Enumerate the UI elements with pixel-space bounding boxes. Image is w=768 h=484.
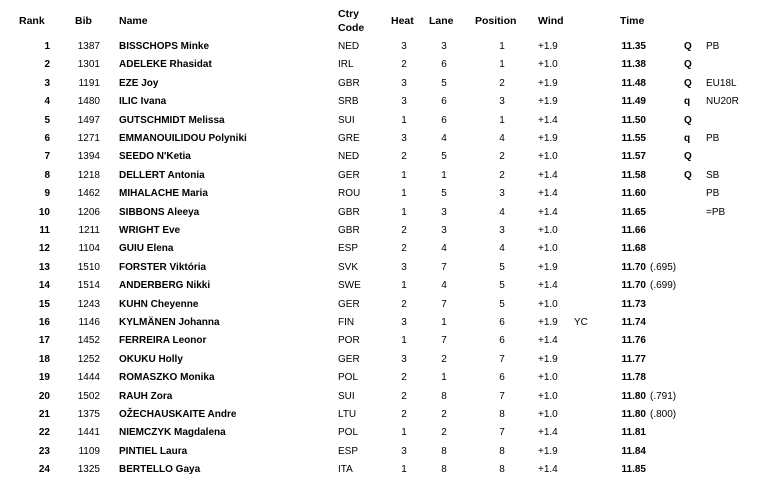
time-cell: 11.76 bbox=[621, 335, 646, 347]
bib-cell: 1502 bbox=[77, 390, 100, 402]
bib-cell: 1206 bbox=[77, 206, 100, 218]
heat-cell: 3 bbox=[401, 77, 407, 89]
athlete-name: OKUKU Holly bbox=[119, 353, 183, 365]
wind-cell: +1.0 bbox=[538, 151, 558, 163]
card-flag: YC bbox=[574, 317, 588, 328]
bib-cell: 1211 bbox=[78, 225, 100, 236]
heat-cell: 1 bbox=[401, 114, 407, 126]
wind-cell: +1.4 bbox=[538, 114, 558, 126]
lane-cell: 7 bbox=[441, 335, 447, 347]
wind-cell: +1.4 bbox=[538, 464, 558, 476]
rank-cell: 20 bbox=[38, 390, 50, 402]
rank-cell: 4 bbox=[44, 96, 50, 108]
country-code: FIN bbox=[338, 317, 355, 328]
athlete-name: MIHALACHE Maria bbox=[119, 188, 208, 200]
wind-cell: +1.0 bbox=[538, 409, 558, 420]
lane-cell: 4 bbox=[441, 243, 447, 255]
table-row bbox=[0, 351, 768, 369]
header-bib: Bib bbox=[75, 15, 92, 27]
rank-cell: 18 bbox=[38, 353, 50, 365]
bib-cell: 1252 bbox=[77, 353, 100, 365]
wind-cell: +1.4 bbox=[538, 188, 558, 200]
table-row bbox=[0, 332, 768, 350]
record-note: NU20R bbox=[706, 96, 739, 108]
athlete-name: ANDERBERG Nikki bbox=[119, 280, 211, 292]
table-row bbox=[0, 93, 768, 111]
table-row bbox=[0, 38, 768, 56]
header-ctry-code: Code bbox=[338, 22, 365, 34]
heat-cell: 2 bbox=[401, 59, 407, 71]
country-code: GRE bbox=[338, 133, 360, 144]
country-code: GBR bbox=[338, 206, 360, 218]
wind-cell: +1.9 bbox=[538, 445, 558, 457]
lane-cell: 6 bbox=[441, 96, 447, 108]
position-cell: 6 bbox=[499, 317, 505, 328]
country-code: SVK bbox=[338, 261, 359, 273]
qualification-mark: q bbox=[684, 96, 691, 108]
table-row bbox=[0, 369, 768, 387]
header-lane: Lane bbox=[429, 15, 454, 27]
bib-cell: 1480 bbox=[77, 96, 100, 108]
rank-cell: 16 bbox=[38, 317, 50, 328]
athlete-name: KYLMÄNEN Johanna bbox=[119, 317, 220, 328]
time-cell: 11.55 bbox=[621, 133, 646, 144]
bib-cell: 1462 bbox=[77, 188, 100, 200]
bib-cell: 1514 bbox=[77, 280, 100, 292]
rank-cell: 11 bbox=[39, 225, 50, 236]
header-time: Time bbox=[620, 15, 645, 27]
athlete-name: BERTELLO Gaya bbox=[119, 464, 201, 476]
rank-cell: 22 bbox=[38, 427, 50, 439]
wind-cell: +1.4 bbox=[538, 206, 558, 218]
position-cell: 3 bbox=[499, 225, 505, 236]
time-cell: 11.81 bbox=[621, 427, 646, 439]
athlete-name: BISSCHOPS Minke bbox=[119, 41, 210, 52]
lane-cell: 5 bbox=[441, 151, 447, 163]
wind-cell: +1.0 bbox=[538, 59, 558, 71]
bib-cell: 1394 bbox=[77, 151, 100, 163]
athlete-name: KUHN Cheyenne bbox=[119, 298, 199, 310]
time-cell: 11.68 bbox=[621, 243, 646, 255]
bib-cell: 1191 bbox=[78, 77, 100, 89]
record-note: PB bbox=[706, 41, 720, 52]
position-cell: 1 bbox=[499, 114, 505, 126]
athlete-name: FERREIRA Leonor bbox=[119, 335, 207, 347]
time-cell: 11.78 bbox=[621, 372, 646, 384]
time-cell: 11.84 bbox=[621, 445, 646, 457]
bib-cell: 1104 bbox=[78, 243, 100, 255]
wind-cell: +1.9 bbox=[538, 77, 558, 89]
header-position: Position bbox=[475, 15, 517, 27]
heat-cell: 1 bbox=[401, 335, 407, 347]
position-cell: 5 bbox=[499, 280, 505, 292]
country-code: NED bbox=[338, 151, 360, 163]
country-code: ESP bbox=[338, 445, 359, 457]
rank-cell: 17 bbox=[38, 335, 50, 347]
table-row bbox=[0, 443, 768, 461]
position-cell: 3 bbox=[499, 188, 505, 200]
rank-cell: 1 bbox=[44, 41, 50, 52]
qualification-mark: Q bbox=[684, 151, 692, 163]
table-row bbox=[0, 185, 768, 203]
country-code: SUI bbox=[338, 390, 355, 402]
bib-cell: 1510 bbox=[77, 261, 100, 273]
table-row bbox=[0, 424, 768, 442]
lane-cell: 5 bbox=[441, 77, 447, 89]
wind-cell: +1.4 bbox=[538, 280, 558, 292]
country-code: GER bbox=[338, 298, 360, 310]
heat-cell: 2 bbox=[401, 225, 407, 236]
heat-cell: 2 bbox=[401, 243, 407, 255]
athlete-name: ILIC Ivana bbox=[119, 96, 167, 108]
time-cell: 11.77 bbox=[621, 353, 646, 365]
wind-cell: +1.4 bbox=[538, 169, 558, 181]
rank-cell: 9 bbox=[44, 188, 50, 200]
country-code: IRL bbox=[338, 59, 354, 71]
heat-cell: 1 bbox=[401, 427, 407, 439]
position-cell: 3 bbox=[499, 96, 505, 108]
heat-cell: 2 bbox=[401, 390, 407, 402]
bib-cell: 1441 bbox=[77, 427, 100, 439]
heat-cell: 1 bbox=[401, 188, 407, 200]
wind-cell: +1.9 bbox=[538, 41, 558, 52]
bib-cell: 1146 bbox=[78, 317, 100, 328]
wind-cell: +1.0 bbox=[538, 298, 558, 310]
time-cell: 11.80 bbox=[621, 409, 646, 420]
position-cell: 7 bbox=[499, 390, 505, 402]
wind-cell: +1.9 bbox=[538, 96, 558, 108]
heat-cell: 3 bbox=[401, 96, 407, 108]
rank-cell: 19 bbox=[38, 372, 50, 384]
wind-cell: +1.0 bbox=[538, 225, 558, 236]
header-ctry: Ctry bbox=[338, 8, 360, 20]
position-cell: 2 bbox=[499, 77, 505, 89]
position-cell: 2 bbox=[499, 151, 505, 163]
wind-cell: +1.9 bbox=[538, 261, 558, 273]
table-row bbox=[0, 388, 768, 406]
country-code: ESP bbox=[338, 243, 359, 255]
position-cell: 6 bbox=[499, 335, 505, 347]
country-code: SWE bbox=[338, 280, 361, 292]
athlete-name: EMMANOUILIDOU Polyniki bbox=[119, 133, 247, 144]
lane-cell: 5 bbox=[441, 188, 447, 200]
table-row bbox=[0, 130, 768, 148]
position-cell: 4 bbox=[499, 206, 505, 218]
time-cell: 11.57 bbox=[621, 151, 646, 163]
table-row bbox=[0, 406, 768, 424]
position-cell: 1 bbox=[499, 59, 505, 71]
rank-cell: 2 bbox=[44, 59, 50, 71]
country-code: GER bbox=[338, 353, 360, 365]
lane-cell: 3 bbox=[441, 41, 447, 52]
time-cell: 11.73 bbox=[621, 298, 646, 310]
header-heat: Heat bbox=[391, 15, 414, 27]
wind-cell: +1.9 bbox=[538, 133, 558, 144]
lane-cell: 4 bbox=[441, 133, 447, 144]
lane-cell: 1 bbox=[441, 372, 447, 384]
table-row bbox=[0, 296, 768, 314]
record-note: PB bbox=[706, 188, 720, 200]
qualification-mark: Q bbox=[684, 59, 692, 71]
bib-cell: 1271 bbox=[77, 133, 100, 144]
position-cell: 2 bbox=[499, 169, 505, 181]
position-cell: 8 bbox=[499, 445, 505, 457]
position-cell: 5 bbox=[499, 298, 505, 310]
time-tiebreak: (.695) bbox=[650, 261, 677, 273]
wind-cell: +1.4 bbox=[538, 427, 558, 439]
time-cell: 11.70 bbox=[621, 261, 646, 273]
rank-cell: 5 bbox=[44, 114, 50, 126]
athlete-name: RAUH Zora bbox=[119, 390, 173, 402]
bib-cell: 1109 bbox=[78, 445, 100, 457]
qualification-mark: Q bbox=[684, 41, 692, 52]
record-note: SB bbox=[706, 169, 720, 181]
athlete-name: ADELEKE Rhasidat bbox=[119, 59, 212, 71]
rank-cell: 7 bbox=[44, 151, 50, 163]
country-code: ITA bbox=[338, 464, 353, 476]
athlete-name: NIEMCZYK Magdalena bbox=[119, 427, 226, 439]
position-cell: 7 bbox=[499, 353, 505, 365]
position-cell: 1 bbox=[499, 41, 505, 52]
heat-cell: 2 bbox=[401, 298, 407, 310]
position-cell: 8 bbox=[499, 464, 505, 476]
time-cell: 11.74 bbox=[621, 317, 646, 328]
heat-cell: 3 bbox=[401, 261, 407, 273]
lane-cell: 1 bbox=[441, 169, 447, 181]
time-cell: 11.60 bbox=[621, 188, 646, 200]
rank-cell: 13 bbox=[38, 261, 50, 273]
lane-cell: 2 bbox=[441, 409, 447, 420]
time-tiebreak: (.791) bbox=[650, 390, 677, 402]
position-cell: 4 bbox=[499, 133, 505, 144]
lane-cell: 8 bbox=[441, 464, 447, 476]
time-cell: 11.35 bbox=[621, 41, 646, 52]
wind-cell: +1.4 bbox=[538, 335, 558, 347]
country-code: NED bbox=[338, 41, 360, 52]
qualification-mark: q bbox=[684, 133, 691, 144]
time-cell: 11.48 bbox=[621, 77, 646, 89]
table-row bbox=[0, 56, 768, 74]
lane-cell: 2 bbox=[441, 353, 447, 365]
table-row bbox=[0, 167, 768, 185]
rank-cell: 8 bbox=[44, 169, 50, 181]
lane-cell: 8 bbox=[441, 390, 447, 402]
table-header bbox=[0, 6, 768, 36]
rank-cell: 14 bbox=[38, 280, 50, 292]
time-cell: 11.85 bbox=[621, 464, 646, 476]
athlete-name: WRIGHT Eve bbox=[119, 225, 181, 236]
bib-cell: 1444 bbox=[77, 372, 100, 384]
record-note: PB bbox=[706, 133, 720, 144]
heat-cell: 1 bbox=[401, 464, 407, 476]
country-code: SRB bbox=[338, 96, 359, 108]
bib-cell: 1452 bbox=[77, 335, 100, 347]
bib-cell: 1218 bbox=[77, 169, 100, 181]
athlete-name: SIBBONS Aleeya bbox=[119, 206, 200, 218]
athlete-name: FORSTER Viktória bbox=[119, 261, 207, 273]
rank-cell: 3 bbox=[44, 77, 50, 89]
table-row bbox=[0, 222, 768, 240]
lane-cell: 7 bbox=[441, 298, 447, 310]
time-cell: 11.58 bbox=[621, 169, 646, 181]
wind-cell: +1.0 bbox=[538, 372, 558, 384]
bib-cell: 1387 bbox=[77, 41, 100, 52]
rank-cell: 15 bbox=[38, 298, 50, 310]
bib-cell: 1325 bbox=[77, 464, 100, 476]
qualification-mark: Q bbox=[684, 114, 692, 126]
table-row bbox=[0, 314, 768, 332]
time-tiebreak: (.800) bbox=[650, 409, 677, 420]
country-code: ROU bbox=[338, 188, 361, 200]
athlete-name: SEEDO N'Ketia bbox=[119, 151, 191, 163]
wind-cell: +1.9 bbox=[538, 353, 558, 365]
table-row bbox=[0, 112, 768, 130]
athlete-name: GUTSCHMIDT Melissa bbox=[119, 114, 225, 126]
heat-cell: 3 bbox=[401, 445, 407, 457]
athlete-name: DELLERT Antonia bbox=[119, 169, 205, 181]
country-code: LTU bbox=[338, 409, 357, 420]
time-cell: 11.50 bbox=[621, 114, 646, 126]
position-cell: 8 bbox=[499, 409, 505, 420]
rank-cell: 10 bbox=[38, 206, 50, 218]
time-cell: 11.38 bbox=[621, 59, 646, 71]
wind-cell: +1.0 bbox=[538, 243, 558, 255]
bib-cell: 1375 bbox=[77, 409, 100, 420]
position-cell: 6 bbox=[499, 372, 505, 384]
rank-cell: 23 bbox=[38, 445, 50, 457]
lane-cell: 3 bbox=[441, 225, 447, 236]
header-wind: Wind bbox=[538, 15, 564, 27]
record-note: EU18L bbox=[706, 77, 737, 89]
heat-cell: 3 bbox=[401, 317, 407, 328]
rank-cell: 21 bbox=[38, 409, 50, 420]
athlete-name: PINTIEL Laura bbox=[119, 445, 188, 457]
heat-cell: 1 bbox=[401, 206, 407, 218]
table-row bbox=[0, 277, 768, 295]
time-tiebreak: (.699) bbox=[650, 280, 677, 292]
athlete-name: ROMASZKO Monika bbox=[119, 372, 215, 384]
table-row bbox=[0, 259, 768, 277]
table-row bbox=[0, 240, 768, 258]
heat-cell: 3 bbox=[401, 353, 407, 365]
qualification-mark: Q bbox=[684, 169, 692, 181]
wind-cell: +1.9 bbox=[538, 317, 558, 328]
country-code: POL bbox=[338, 427, 359, 439]
lane-cell: 7 bbox=[441, 261, 447, 273]
rank-cell: 12 bbox=[38, 243, 50, 255]
bib-cell: 1243 bbox=[77, 298, 100, 310]
table-row bbox=[0, 461, 768, 479]
country-code: SUI bbox=[338, 114, 355, 126]
time-cell: 11.66 bbox=[621, 225, 646, 236]
heat-cell: 3 bbox=[401, 133, 407, 144]
table-row bbox=[0, 75, 768, 93]
header-name: Name bbox=[119, 15, 148, 27]
header-rank: Rank bbox=[19, 15, 45, 27]
heat-cell: 2 bbox=[401, 372, 407, 384]
time-cell: 11.80 bbox=[621, 390, 646, 402]
country-code: POL bbox=[338, 372, 359, 384]
heat-cell: 1 bbox=[401, 169, 407, 181]
table-row bbox=[0, 148, 768, 166]
heat-cell: 3 bbox=[401, 41, 407, 52]
athlete-name: OŽECHAUSKAITE Andre bbox=[119, 409, 237, 420]
position-cell: 7 bbox=[499, 427, 505, 439]
athlete-name: EZE Joy bbox=[119, 77, 159, 89]
heat-cell: 2 bbox=[401, 151, 407, 163]
table-row bbox=[0, 204, 768, 222]
heat-cell: 2 bbox=[401, 409, 407, 420]
athlete-name: GUIU Elena bbox=[119, 243, 174, 255]
wind-cell: +1.0 bbox=[538, 390, 558, 402]
lane-cell: 6 bbox=[441, 114, 447, 126]
heat-cell: 1 bbox=[401, 280, 407, 292]
lane-cell: 6 bbox=[441, 59, 447, 71]
record-note: =PB bbox=[706, 206, 726, 218]
lane-cell: 3 bbox=[441, 206, 447, 218]
time-cell: 11.65 bbox=[621, 206, 646, 218]
lane-cell: 2 bbox=[441, 427, 447, 439]
country-code: POR bbox=[338, 335, 360, 347]
lane-cell: 8 bbox=[441, 445, 447, 457]
bib-cell: 1497 bbox=[77, 114, 100, 126]
time-cell: 11.49 bbox=[621, 96, 646, 108]
rank-cell: 24 bbox=[38, 464, 50, 476]
country-code: GBR bbox=[338, 77, 360, 89]
time-cell: 11.70 bbox=[621, 280, 646, 292]
lane-cell: 4 bbox=[441, 280, 447, 292]
rank-cell: 6 bbox=[44, 133, 50, 144]
qualification-mark: Q bbox=[684, 77, 692, 89]
country-code: GER bbox=[338, 169, 360, 181]
country-code: GBR bbox=[338, 225, 360, 236]
position-cell: 4 bbox=[499, 243, 505, 255]
bib-cell: 1301 bbox=[77, 59, 100, 71]
position-cell: 5 bbox=[499, 261, 505, 273]
lane-cell: 1 bbox=[441, 317, 447, 328]
